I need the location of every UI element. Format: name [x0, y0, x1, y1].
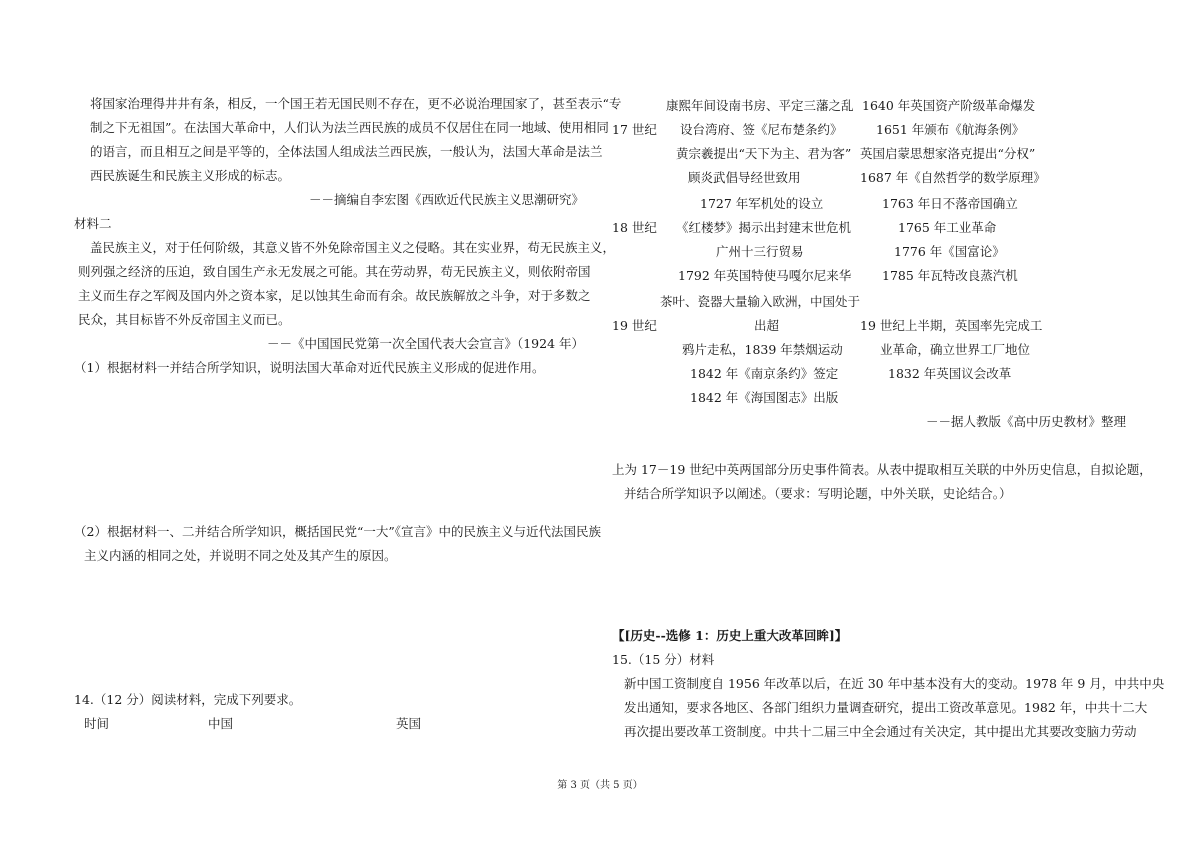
table-cell-china: 1842 年《海国图志》出版 [690, 390, 839, 405]
question-15-material-line: 发出通知，要求各地区、各部门组织力量调查研究，提出工资改革意见。1982 年，中共十二大 [624, 700, 1148, 715]
table-header-time: 时间 [84, 716, 110, 731]
table-cell-uk: 1651 年颁布《航海条例》 [876, 122, 1025, 137]
table-cell-china: 康熙年间设南书房、平定三藩之乱 [666, 98, 854, 113]
material-2-source: －－《中国国民党第一次全国代表大会宣言》（1924 年） [266, 336, 584, 351]
page-footer: 第 3 页（共 5 页） [557, 780, 643, 791]
table-cell-china: 出超 [754, 318, 780, 333]
table-cell-period: 19 世纪 [612, 318, 657, 333]
table-cell-uk: 19 世纪上半期，英国率先完成工 [860, 318, 1043, 333]
question-15-material-line: 再次提出要改革工资制度。中共十二届三中全会通过有关决定，其中提出尤其要改变脑力劳动 [624, 724, 1137, 739]
table-cell-period: 18 世纪 [612, 220, 657, 235]
question-2-line: （2）根据材料一、二并结合所学知识，概括国民党“一大”《宣言》中的民族主义与近代法国民族 [74, 524, 601, 539]
table-cell-uk: 英国启蒙思想家洛克提出“分权” [860, 146, 1036, 161]
table-cell-china: 茶叶、瓷器大量输入欧洲，中国处于 [660, 294, 861, 309]
table-cell-china: 鸦片走私，1839 年禁烟运动 [682, 342, 843, 357]
table-cell-china: 1792 年英国特使马嘎尔尼来华 [678, 268, 852, 283]
material-2-line: 盖民族主义，对于任何阶级，其意义皆不外免除帝国主义之侵略。其在实业界，苟无民族主义， [90, 240, 616, 255]
table-header-uk: 英国 [396, 716, 422, 731]
table-cell-china: 顾炎武倡导经世致用 [688, 170, 801, 185]
table-cell-china: 1842 年《南京条约》签定 [690, 366, 839, 381]
table-cell-uk: 1763 年日不落帝国确立 [882, 196, 1018, 211]
material-1-source: －－摘编自李宏图《西欧近代民族主义思潮研究》 [308, 192, 584, 207]
material-1-line: 西民族诞生和民族主义形成的标志。 [90, 168, 291, 183]
table-cell-uk: 1687 年《自然哲学的数学原理》 [860, 170, 1046, 185]
table-source: －－据人教版《高中历史教材》整理 [925, 414, 1126, 429]
question-1: （1）根据材料一并结合所学知识，说明法国大革命对近代民族主义形成的促进作用。 [74, 360, 545, 375]
material-1-line: 的语言，而且相互之间是平等的，全体法国人组成法兰西民族，一般认为，法国大革命是法兰 [90, 144, 603, 159]
question-14: 14.（12 分）阅读材料，完成下列要求。 [74, 692, 302, 707]
question-15-material-line: 新中国工资制度自 1956 年改革以后，在近 30 年中基本没有大的变动。1978 年 9 月，中共中央 [624, 676, 1165, 691]
table-cell-period: 17 世纪 [612, 122, 657, 137]
table-cell-uk: 1776 年《国富论》 [894, 244, 1005, 259]
material-2-line: 主义而生存之军阀及国内外之资本家，足以蚀其生命而有余。故民族解放之斗争，对于多数之 [78, 288, 591, 303]
material-1-line: 制之下无祖国”。在法国大革命中，人们认为法兰西民族的成员不仅居住在同一地域、使用相同 [90, 120, 609, 135]
question-15: 15.（15 分）材料 [612, 652, 715, 667]
material-1-line: 将国家治理得井井有条，相反，一个国王若无国民则不存在，更不必说治理国家了，甚至表示“专 [90, 96, 622, 111]
table-cell-uk: 1640 年英国资产阶级革命爆发 [862, 98, 1036, 113]
material-2-line: 民众，其目标皆不外反帝国主义而已。 [78, 312, 291, 327]
table-header-china: 中国 [208, 716, 234, 731]
table-cell-china: 设台湾府、签《尼布楚条约》 [680, 122, 843, 137]
table-cell-china: 《红楼梦》揭示出封建末世危机 [676, 220, 852, 235]
table-cell-china: 广州十三行贸易 [716, 244, 804, 259]
question-14-prompt-line: 上为 17－19 世纪中英两国部分历史事件简表。从表中提取相互关联的中外历史信息，自拟论题， [612, 462, 1152, 477]
table-cell-uk: 1765 年工业革命 [898, 220, 997, 235]
section-title: 【[历史--选修 1：历史上重大改革回眸]】 [612, 628, 848, 643]
table-cell-china: 1727 年军机处的设立 [700, 196, 824, 211]
table-cell-uk: 业革命，确立世界工厂地位 [880, 342, 1031, 357]
table-cell-uk: 1785 年瓦特改良蒸汽机 [882, 268, 1018, 283]
question-2-line: 主义内涵的相同之处，并说明不同之处及其产生的原因。 [84, 548, 397, 563]
table-cell-china: 黄宗羲提出“天下为主、君为客” [676, 146, 852, 161]
table-cell-uk: 1832 年英国议会改革 [888, 366, 1012, 381]
question-14-prompt-line: 并结合所学知识予以阐述。（要求：写明论题，中外关联，史论结合。） [624, 486, 1012, 501]
material-2-line: 则列强之经济的压迫，致自国生产永无发展之可能。其在劳动界，苟无民族主义，则依附帝国 [78, 264, 591, 279]
material-2-title: 材料二 [74, 216, 112, 231]
